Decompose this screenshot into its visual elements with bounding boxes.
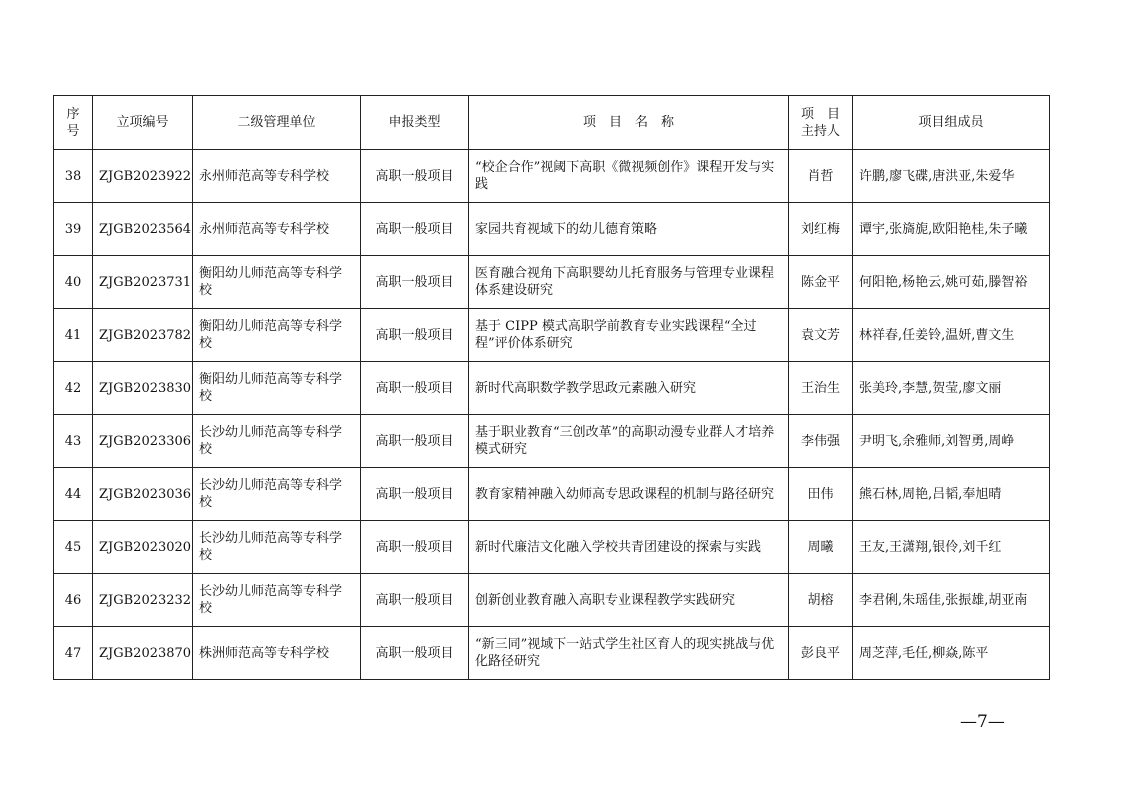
cell-members: 熊石林,周艳,吕韬,奉旭晴 xyxy=(853,468,1050,521)
cell-host: 胡榕 xyxy=(789,574,853,627)
cell-project-name: “校企合作”视阈下高职《微视频创作》课程开发与实践 xyxy=(469,150,789,203)
cell-code: ZJGB2023830 xyxy=(93,362,193,415)
header-host: 项 目主持人 xyxy=(789,96,853,150)
cell-project-name: 医育融合视角下高职婴幼儿托育服务与管理专业课程体系建设研究 xyxy=(469,256,789,309)
cell-type: 高职一般项目 xyxy=(361,574,469,627)
cell-code: ZJGB2023232 xyxy=(93,574,193,627)
header-type: 申报类型 xyxy=(361,96,469,150)
cell-members: 张美玲,李慧,贺莹,廖文丽 xyxy=(853,362,1050,415)
cell-code: ZJGB2023036 xyxy=(93,468,193,521)
cell-project-name: 教育家精神融入幼师高专思政课程的机制与路径研究 xyxy=(469,468,789,521)
header-members: 项目组成员 xyxy=(853,96,1050,150)
page-number: —7— xyxy=(960,712,1005,732)
cell-unit: 永州师范高等专科学校 xyxy=(193,150,361,203)
cell-seq: 43 xyxy=(54,415,93,468)
cell-members: 尹明飞,余雅师,刘智勇,周峥 xyxy=(853,415,1050,468)
cell-host: 袁文芳 xyxy=(789,309,853,362)
header-code: 立项编号 xyxy=(93,96,193,150)
table-row xyxy=(54,415,1050,468)
cell-host: 周曦 xyxy=(789,521,853,574)
cell-code: ZJGB2023564 xyxy=(93,203,193,256)
cell-members: 许鹏,廖飞碟,唐洪亚,朱爱华 xyxy=(853,150,1050,203)
cell-unit: 衡阳幼儿师范高等专科学校 xyxy=(193,256,361,309)
cell-seq: 47 xyxy=(54,627,93,680)
cell-host: 田伟 xyxy=(789,468,853,521)
cell-seq: 38 xyxy=(54,150,93,203)
cell-unit: 永州师范高等专科学校 xyxy=(193,203,361,256)
table-row xyxy=(54,627,1050,680)
cell-type: 高职一般项目 xyxy=(361,362,469,415)
cell-host: 王治生 xyxy=(789,362,853,415)
cell-project-name: 新时代廉洁文化融入学校共青团建设的探索与实践 xyxy=(469,521,789,574)
cell-project-name: 基于 CIPP 模式高职学前教育专业实践课程“全过程”评价体系研究 xyxy=(469,309,789,362)
cell-seq: 41 xyxy=(54,309,93,362)
cell-unit: 衡阳幼儿师范高等专科学校 xyxy=(193,362,361,415)
cell-unit: 长沙幼儿师范高等专科学校 xyxy=(193,468,361,521)
table-row xyxy=(54,150,1050,203)
table-row xyxy=(54,256,1050,309)
cell-type: 高职一般项目 xyxy=(361,415,469,468)
table-header-row xyxy=(54,96,1050,150)
cell-members: 谭宇,张旖旎,欧阳艳桂,朱子曦 xyxy=(853,203,1050,256)
cell-host: 陈金平 xyxy=(789,256,853,309)
cell-project-name: 创新创业教育融入高职专业课程教学实践研究 xyxy=(469,574,789,627)
cell-seq: 46 xyxy=(54,574,93,627)
cell-unit: 长沙幼儿师范高等专科学校 xyxy=(193,574,361,627)
cell-host: 肖哲 xyxy=(789,150,853,203)
cell-seq: 44 xyxy=(54,468,93,521)
cell-type: 高职一般项目 xyxy=(361,150,469,203)
cell-seq: 40 xyxy=(54,256,93,309)
table-row xyxy=(54,468,1050,521)
cell-project-name: “新三同”视域下一站式学生社区育人的现实挑战与优化路径研究 xyxy=(469,627,789,680)
cell-code: ZJGB2023870 xyxy=(93,627,193,680)
cell-type: 高职一般项目 xyxy=(361,468,469,521)
cell-unit: 株洲师范高等专科学校 xyxy=(193,627,361,680)
cell-members: 李君俐,朱瑶佳,张振雄,胡亚南 xyxy=(853,574,1050,627)
cell-members: 王友,王潇翔,银伶,刘千红 xyxy=(853,521,1050,574)
table-row xyxy=(54,309,1050,362)
cell-unit: 长沙幼儿师范高等专科学校 xyxy=(193,415,361,468)
table-row xyxy=(54,574,1050,627)
table-row xyxy=(54,203,1050,256)
cell-seq: 42 xyxy=(54,362,93,415)
header-name: 项 目 名 称 xyxy=(469,96,789,150)
cell-code: ZJGB2023922 xyxy=(93,150,193,203)
cell-seq: 39 xyxy=(54,203,93,256)
cell-project-name: 基于职业教育“三创改革”的高职动漫专业群人才培养模式研究 xyxy=(469,415,789,468)
cell-unit: 长沙幼儿师范高等专科学校 xyxy=(193,521,361,574)
cell-type: 高职一般项目 xyxy=(361,256,469,309)
cell-code: ZJGB2023306 xyxy=(93,415,193,468)
cell-code: ZJGB2023731 xyxy=(93,256,193,309)
cell-members: 何阳艳,杨艳云,姚可茹,滕智裕 xyxy=(853,256,1050,309)
cell-project-name: 家园共育视域下的幼儿德育策略 xyxy=(469,203,789,256)
cell-type: 高职一般项目 xyxy=(361,309,469,362)
cell-type: 高职一般项目 xyxy=(361,521,469,574)
cell-code: ZJGB2023020 xyxy=(93,521,193,574)
cell-unit: 衡阳幼儿师范高等专科学校 xyxy=(193,309,361,362)
header-unit: 二级管理单位 xyxy=(193,96,361,150)
cell-seq: 45 xyxy=(54,521,93,574)
cell-members: 周芝萍,毛任,柳焱,陈平 xyxy=(853,627,1050,680)
cell-type: 高职一般项目 xyxy=(361,627,469,680)
cell-host: 李伟强 xyxy=(789,415,853,468)
cell-project-name: 新时代高职数学教学思政元素融入研究 xyxy=(469,362,789,415)
cell-host: 彭良平 xyxy=(789,627,853,680)
cell-code: ZJGB2023782 xyxy=(93,309,193,362)
cell-type: 高职一般项目 xyxy=(361,203,469,256)
table-row xyxy=(54,521,1050,574)
table-row xyxy=(54,362,1050,415)
header-seq: 序号 xyxy=(54,96,93,150)
cell-members: 林祥春,任姜铃,温妍,曹文生 xyxy=(853,309,1050,362)
project-table xyxy=(53,95,1050,680)
cell-host: 刘红梅 xyxy=(789,203,853,256)
